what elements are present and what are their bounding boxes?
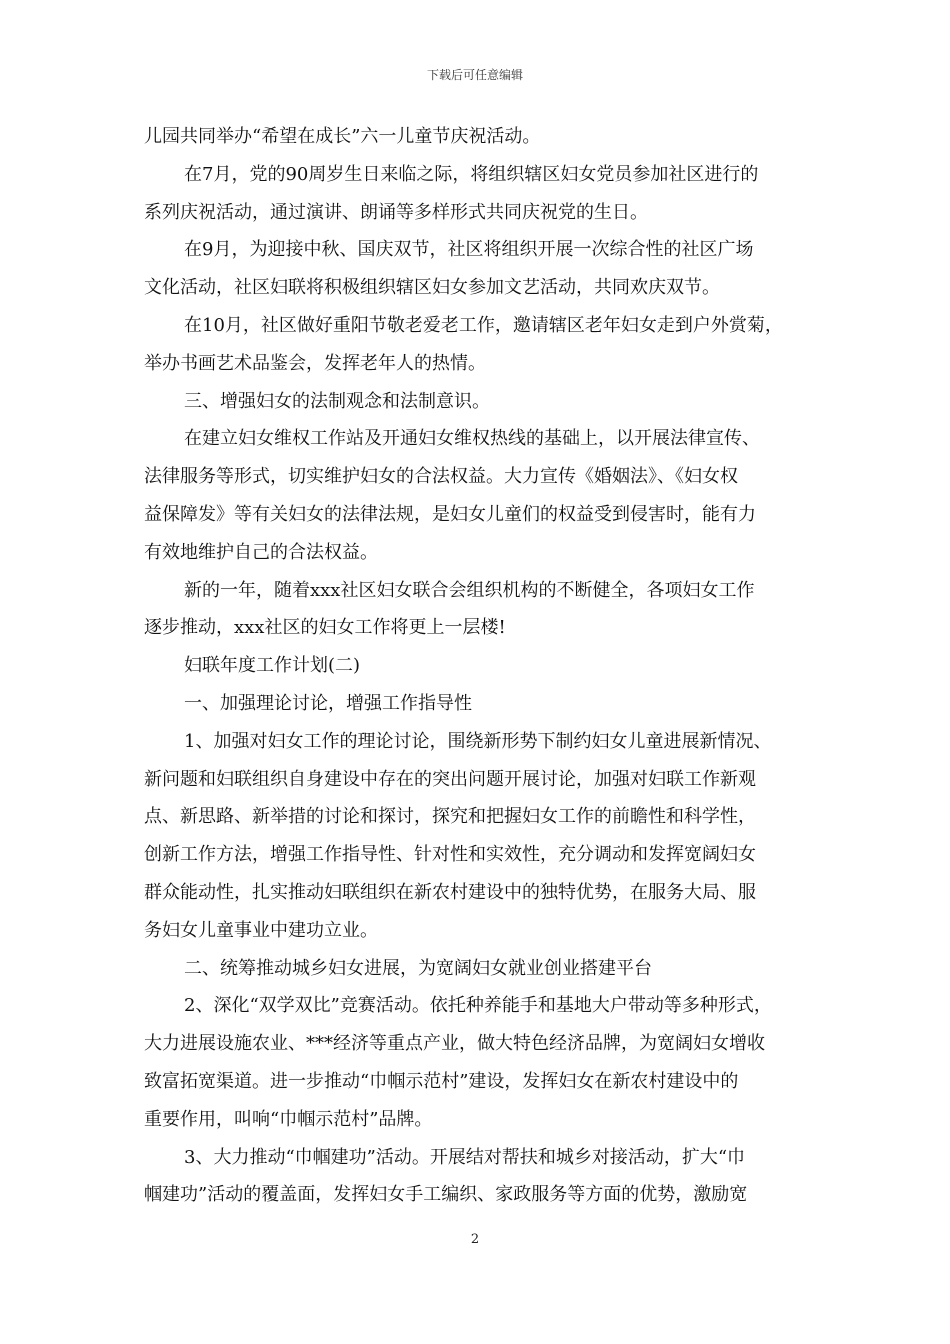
text-line: 法律服务等形式，切实维护妇女的合法权益。大力宣传《婚姻法》、《妇女权	[144, 466, 738, 488]
text-line: 二、统筹推动城乡妇女进展，为宽阔妇女就业创业搭建平台	[184, 957, 652, 979]
text-line: 新的一年，随着xxx社区妇女联合会组织机构的不断健全，各项妇女工作	[184, 579, 755, 601]
text-line: 务妇女儿童事业中建功立业。	[144, 919, 378, 941]
text-line: 在9月，为迎接中秋、国庆双节，社区将组织开展一次综合性的社区广场	[184, 239, 754, 261]
text-line: 系列庆祝活动，通过演讲、朗诵等多样形式共同庆祝党的生日。	[144, 201, 648, 223]
text-line: 在10月，社区做好重阳节敬老爱老工作，邀请辖区老年妇女走到户外赏菊，	[184, 314, 783, 336]
text-line: 一、加强理论讨论，增强工作指导性	[184, 692, 472, 714]
text-line: 妇联年度工作计划(二)	[184, 655, 361, 677]
text-line: 2、深化“双学双比”竞赛活动。依托种养能手和基地大户带动等多种形式，	[184, 995, 772, 1017]
text-line: 三、增强妇女的法制观念和法制意识。	[184, 390, 490, 412]
text-line: 致富拓宽渠道。进一步推动“巾帼示范村”建设，发挥妇女在新农村建设中的	[144, 1070, 739, 1092]
text-line: 帼建功”活动的覆盖面，发挥妇女手工编织、家政服务等方面的优势，激励宽	[144, 1184, 748, 1206]
text-line: 点、新思路、新举措的讨论和探讨，探究和把握妇女工作的前瞻性和科学性，	[144, 806, 756, 828]
page-header-note: 下载后可任意编辑	[426, 68, 523, 82]
text-line: 群众能动性，扎实推动妇联组织在新农村建设中的独特优势，在服务大局、服	[144, 881, 756, 903]
text-line: 1、加强对妇女工作的理论讨论，围绕新形势下制约妇女儿童进展新情况、	[184, 730, 772, 752]
text-line: 益保障发》等有关妇女的法律法规，是妇女儿童们的权益受到侵害时，能有力	[144, 503, 756, 525]
text-line: 重要作用，叫响“巾帼示范村”品牌。	[144, 1108, 433, 1130]
text-line: 举办书画艺术品鉴会，发挥老年人的热情。	[144, 352, 486, 374]
text-line: 文化活动，社区妇联将积极组织辖区妇女参加文艺活动，共同欢庆双节。	[144, 277, 720, 299]
text-line: 在建立妇女维权工作站及开通妇女维权热线的基础上，以开展法律宣传、	[184, 428, 760, 450]
text-line: 儿园共同举办“希望在成长”六一儿童节庆祝活动。	[144, 126, 541, 147]
text-line: 创新工作方法，增强工作指导性、针对性和实效性，充分调动和发挥宽阔妇女	[144, 844, 756, 866]
text-line: 大力进展设施农业、***经济等重点产业，做大特色经济品牌，为宽阔妇女增收	[144, 1033, 765, 1055]
text-line: 在7月，党的90周岁生日来临之际，将组织辖区妇女党员参加社区进行的	[184, 163, 759, 185]
page-number: 2	[470, 1232, 480, 1247]
text-line: 逐步推动，xxx社区的妇女工作将更上一层楼!	[144, 617, 506, 639]
text-line: 新问题和妇联组织自身建设中存在的突出问题开展讨论，加强对妇联工作新观	[144, 768, 756, 790]
document-body	[144, 118, 810, 1214]
text-line: 3、大力推动“巾帼建功”活动。开展结对帮扶和城乡对接活动，扩大“巾	[184, 1146, 746, 1168]
text-line: 有效地维护自己的合法权益。	[144, 541, 378, 563]
